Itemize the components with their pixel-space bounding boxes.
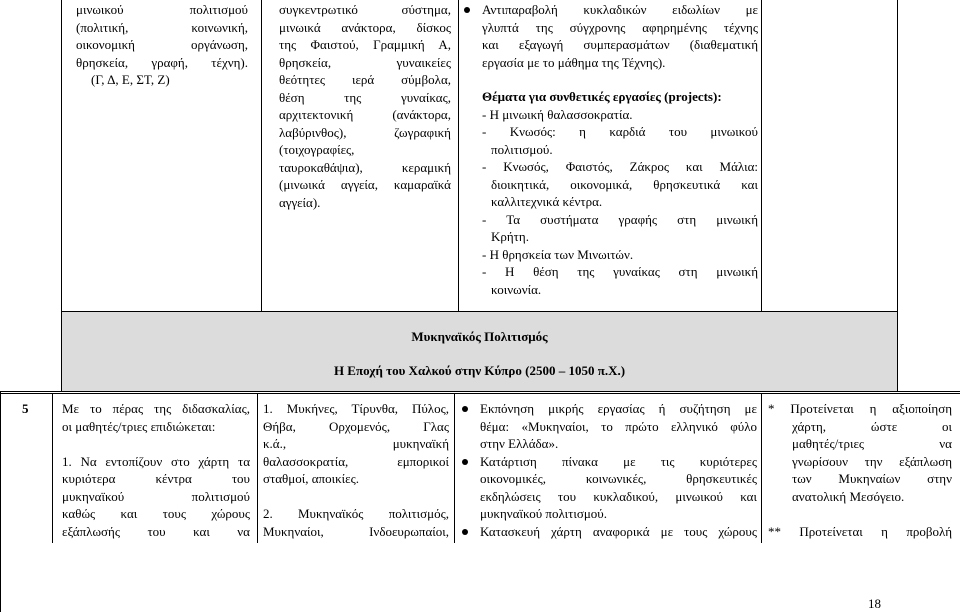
text-line: (Γ, Δ, Ε, ΣΤ, Ζ) <box>91 72 170 87</box>
text-line: συγκεντρωτικό σύστημα, <box>279 2 451 17</box>
text-line: (τοιχογραφίες, <box>279 142 355 157</box>
text-line: θρησκεία, γυναικείες <box>279 54 451 70</box>
text-line: ανατολική Μεσόγειο. <box>792 488 905 504</box>
grid-line <box>458 0 459 312</box>
grid-line <box>454 393 455 543</box>
grid-line <box>761 0 762 312</box>
bullet-item <box>460 523 757 541</box>
text-line: - Τα συστήματα γραφής στη μινωική <box>482 211 758 227</box>
text-line: 2. Μυκηναϊκός πολιτισμός, <box>263 506 449 521</box>
section-title: Μυκηναϊκός Πολιτισμός <box>411 329 548 344</box>
grid-line <box>0 391 960 392</box>
text-line <box>768 505 952 523</box>
text-line: Αντιπαραβολή κυκλαδικών ειδωλίων με <box>482 2 758 17</box>
grid-line <box>257 393 258 543</box>
text-line: χάρτη, ώστε οι <box>792 418 952 434</box>
text-line: θέση της γυναίκας, <box>279 89 451 105</box>
text-line: 1. Να εντοπίζουν στο χάρτη τα <box>62 453 250 469</box>
text-line: οι μαθητές/τριες επιδιώκεται: <box>62 418 216 434</box>
text-line: θέμα: «Μυκηναίοι, το πρώτο ελληνικό φύλο <box>480 418 757 434</box>
section-banner <box>62 312 897 391</box>
text-line: καλλιτεχνικά κέντρα. <box>491 194 603 209</box>
text-line: κυριότερα κέντρα του <box>62 471 250 486</box>
text-line: θαλασσοκρατία, εμπορικοί <box>263 453 449 469</box>
text-line: εκδηλώσεις του κυκλαδικού, μινωικού και <box>480 488 757 504</box>
grid-line <box>897 311 898 392</box>
top-col3-text <box>462 1 758 298</box>
text-line: μυκηναϊκού πολιτισμού <box>62 488 250 504</box>
bullet-item <box>462 1 758 71</box>
text-line: Θήβα, Ορχομενός, Γλας <box>263 418 449 434</box>
text-line: των Μυκηναίων στην <box>792 471 952 486</box>
text-line: (πολιτική, κοινωνική, <box>76 19 248 35</box>
page-number: 18 <box>868 596 881 611</box>
bottom-col4-text <box>768 400 952 540</box>
text-line <box>62 435 250 453</box>
bottom-col1-text <box>62 400 250 540</box>
text-line: λαβύρινθος), ζωγραφική <box>279 124 451 140</box>
section-subtitle: Η Εποχή του Χαλκού στην Κύπρο (2500 – 1050 π.Χ.) <box>333 363 626 378</box>
projects-heading: Θέματα για συνθετικές εργασίες (projects): <box>482 89 722 104</box>
grid-line <box>261 0 262 312</box>
bottom-col2-text <box>263 400 449 540</box>
text-line <box>263 488 449 506</box>
text-line: της Φαιστού, Γραμμική Α, <box>279 37 451 52</box>
text-line: οικονομική οργάνωση, <box>76 37 248 52</box>
text-line: Εκπόνηση μικρής εργασίας ή συζήτηση με <box>480 401 757 416</box>
text-line: κ.ά., μυκηναϊκή <box>263 436 449 451</box>
text-line: και εξαγωγή συμπερασμάτων (διαθεματική <box>482 37 758 52</box>
text-line: μινωικού πολιτισμού <box>76 2 248 17</box>
grid-line <box>0 393 960 394</box>
text-line: Με το πέρας της διδασκαλίας, <box>62 401 250 416</box>
text-line: κοινωνία. <box>491 281 542 297</box>
text-line: (μινωικά αγγεία, καμαραϊκά <box>279 177 451 192</box>
text-line: θεότητες ιερά σύμβολα, <box>279 72 451 87</box>
text-line: - Η μινωική θαλασσοκρατία. <box>482 106 633 122</box>
text-line: εξάπλωσής του και να <box>62 523 250 539</box>
grid-line <box>61 0 62 312</box>
text-line: Κατάρτιση πίνακα με τις κυριότερες <box>480 453 757 469</box>
text-line: 1. Μυκήνες, Τίρυνθα, Πύλος, <box>263 401 449 416</box>
text-line: διοικητικά, οικονομικά, θρησκευτικά και <box>491 176 758 192</box>
bullet-item <box>460 453 757 523</box>
text-line: καθώς και τους χώρους <box>62 506 250 521</box>
grid-line <box>897 0 898 312</box>
grid-line <box>761 393 762 543</box>
text-line: πολιτισμού. <box>491 141 553 157</box>
top-col2-text <box>279 1 451 211</box>
top-col1-text <box>76 1 248 89</box>
text-line: Μυκηναίοι, Ινδοευρωπαίοι, <box>263 523 449 539</box>
text-line: αγγεία). <box>279 194 321 210</box>
text-line: - Κνωσός: η καρδιά του μινωικού <box>482 124 758 139</box>
text-line: - Η θρησκεία των Μινωιτών. <box>482 246 634 262</box>
text-line: εργασία με το μάθημα της Τέχνης). <box>482 54 666 70</box>
text-line: ταυροκαθάψια), κεραμική <box>279 159 451 175</box>
text-line: Κρήτη. <box>491 229 529 244</box>
text-line: μαθητές/τριες να <box>792 436 952 451</box>
text-line: * Προτείνεται η αξιοποίηση <box>768 401 952 416</box>
text-line: ** Προτείνεται η προβολή <box>768 523 952 539</box>
text-line: οικονομικές, κοινωνικές, θρησκευτικές <box>480 471 757 486</box>
grid-line <box>0 391 1 612</box>
row-number: 5 <box>22 401 29 416</box>
bullet-item <box>460 400 757 453</box>
grid-line <box>52 393 53 543</box>
text-line: μυκηναϊκού πολιτισμού. <box>480 506 607 521</box>
text-line: γλυπτά της σύγχρονης αφηρημένης τέχνης <box>482 19 758 35</box>
text-line: Κατασκευή χάρτη αναφορικά με τους χώρους <box>480 523 757 539</box>
text-line: στην Ελλάδα». <box>480 436 559 451</box>
text-line: μινωικά ανάκτορα, δίσκος <box>279 19 451 35</box>
text-line: - Κνωσός, Φαιστός, Ζάκρος και Μάλια: <box>482 159 758 174</box>
text-line: - Η θέση της γυναίκας στη μινωική <box>482 264 758 279</box>
text-line: θρησκεία, γραφή, τέχνη). <box>76 54 248 70</box>
text-line: γνωρίσουν την εξάπλωση <box>792 453 952 469</box>
text-line: σταθμοί, αποικίες. <box>263 471 360 486</box>
text-line: αρχιτεκτονική (ανάκτορα, <box>279 107 451 122</box>
bottom-col3-text <box>460 400 757 540</box>
